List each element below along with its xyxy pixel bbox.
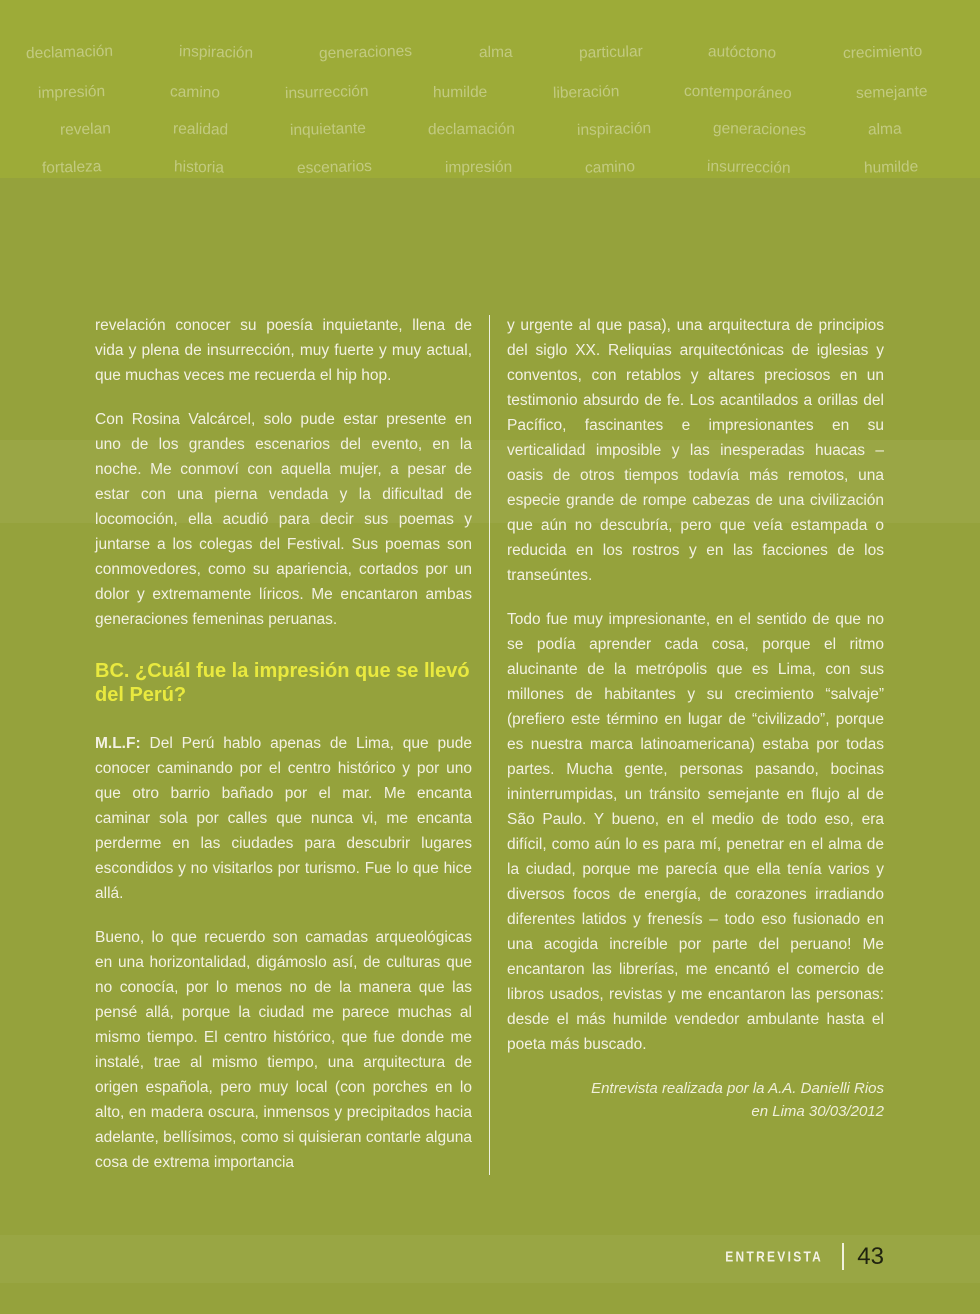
word-cloud-row xyxy=(0,159,980,177)
page-footer xyxy=(721,1243,884,1270)
word-cloud-word: declamación xyxy=(427,120,516,139)
word-cloud-word: impresión xyxy=(37,83,106,102)
word-cloud-word: autóctono xyxy=(708,43,777,62)
paragraph: revelación conocer su poesía inquietante, llena de vida y plena de insurrección, muy fuerte y muy actual, que muchas veces me recuerda el hip hop. xyxy=(95,317,472,384)
word-cloud-word: alma xyxy=(478,43,513,62)
section-label: ENTREVISTA xyxy=(725,1247,824,1266)
left-column xyxy=(95,313,472,1175)
right-column xyxy=(507,313,884,1175)
attribution-line: Entrevista realizada por la A.A. Danielli Rios xyxy=(591,1080,884,1097)
word-cloud xyxy=(0,0,980,178)
word-cloud-word: insurrección xyxy=(284,82,369,103)
interview-article xyxy=(95,313,885,1175)
word-cloud-word: generaciones xyxy=(319,42,413,63)
speaker-label: M.L.F: xyxy=(95,735,141,752)
word-cloud-word: insurrección xyxy=(707,158,792,177)
word-cloud-row xyxy=(0,84,980,102)
word-cloud-word: generaciones xyxy=(713,119,807,140)
word-cloud-word: camino xyxy=(169,83,221,102)
word-cloud-word: declamación xyxy=(25,42,114,63)
attribution-line: en Lima 30/03/2012 xyxy=(751,1103,884,1120)
word-cloud-word: particular xyxy=(578,43,643,62)
answer-text: Del Perú hablo apenas de Lima, que pude conocer caminando por el centro histórico y por uno que otro barrio bañado por el mar. Me encanta caminar sola por calles que nunca vi, me encanta perderme en las ciudades para descubrir lugares escondidos y no visitarlos por turismo. Fue lo que hice allá. xyxy=(95,735,472,902)
page-number: 43 xyxy=(857,1243,884,1270)
word-cloud-word: realidad xyxy=(172,120,229,139)
interview-question-heading: BC. ¿Cuál fue la impresión que se llevó del Perú? xyxy=(95,660,470,706)
paragraph: y urgente al que pasa), una arquitectura de principios del siglo XX. Reliquias arquitectónicas de iglesias y conventos, con retablos y altares preciosos en un testimonio absurdo de fe. Los acantilados a orillas del Pacífico, fascinantes e impresionantes en su verticalidad imposible y las inesperadas huacas – oasis de otros tiempos todavía más remotos, una especie grande de rompe cabezas de una civilización que aún no descubría, pero que veía estampada o reducida en los rostros y en las facciones de los transeúntes. xyxy=(507,317,884,584)
paragraph: Con Rosina Valcárcel, solo pude estar presente en uno de los grandes escenarios del evento, en la noche. Me conmoví con aquella mujer, a pesar de estar con una pierna vendada y la dificultad de locomoción, ella acudió para decir sus poemas y juntarse a los colegas del Festival. Sus poemas son conmovedores, como su apariencia, cortados por un dolor y extremamente líricos. Me encantaron ambas generaciones femeninas peruanas. xyxy=(95,411,472,628)
word-cloud-word: humilde xyxy=(863,158,919,177)
word-cloud-word: liberación xyxy=(552,83,620,102)
word-cloud-word: impresión xyxy=(444,158,512,177)
word-cloud-word: camino xyxy=(584,158,635,177)
paragraph: Todo fue muy impresionante, en el sentido de que no se podía aprender cada cosa, porque el ritmo alucinante de la metrópolis que es Lima, con sus millones de habitantes y su crecimiento “salvaje” (prefiero este término en lugar de “civilizado”, porque es nuestra marca latinoamericana) estaba por todas partes. Mucha gente, personas pasando, bocinas ininterrumpidas, un tránsito semejante en flujo al de São Paulo. Y bueno, en el medio de todo eso, era difícil, como aún lo es para mí, penetrar en el alma de la ciudad, porque me parecía que ella tenía varios y diversos focos de energía, de corazones irradiando diferentes latidos y frenesís – todo eso fusionado en una acogida increíble por parte del peruano! Me encantaron las librerías, me encantó el comercio de libros usados, revistas y me encantaron las personas: desde el más humilde vendedor ambulante hasta el poeta más buscado. xyxy=(507,611,884,1053)
footer-divider xyxy=(842,1243,844,1270)
word-cloud-row xyxy=(0,44,980,62)
word-cloud-word: crecimiento xyxy=(842,42,923,63)
word-cloud-word: semejante xyxy=(856,83,929,102)
paragraph: Bueno, lo que recuerdo son camadas arqueológicas en una horizontalidad, digámoslo así, de culturas que no conocía, por lo menos no de la manera que las pensé allá, porque la ciudad me parece muchas al mismo tiempo. El centro histórico, que fue donde me instalé, trae al mismo tiempo, una arquitectura de origen española, pero muy local (con porches en lo alto, en madera oscura, inmensos y precipitados hacia adelante, bellísimos, como si quisieran contarle alguna cosa de extrema importancia xyxy=(95,929,472,1171)
word-cloud-word: inspiración xyxy=(576,119,652,140)
word-cloud-word: historia xyxy=(174,158,225,177)
word-cloud-word: inquietante xyxy=(289,119,367,140)
word-cloud-word: contemporáneo xyxy=(683,82,792,103)
word-cloud-row xyxy=(0,121,980,139)
word-cloud-word: revelan xyxy=(59,120,112,139)
word-cloud-word: alma xyxy=(868,120,903,139)
word-cloud-word: inspiración xyxy=(179,43,254,62)
word-cloud-word: humilde xyxy=(433,83,488,102)
word-cloud-word: escenarios xyxy=(296,157,373,178)
paragraph xyxy=(95,731,472,906)
attribution xyxy=(507,1077,884,1123)
column-divider xyxy=(489,315,490,1175)
word-cloud-word: fortaleza xyxy=(41,158,102,177)
